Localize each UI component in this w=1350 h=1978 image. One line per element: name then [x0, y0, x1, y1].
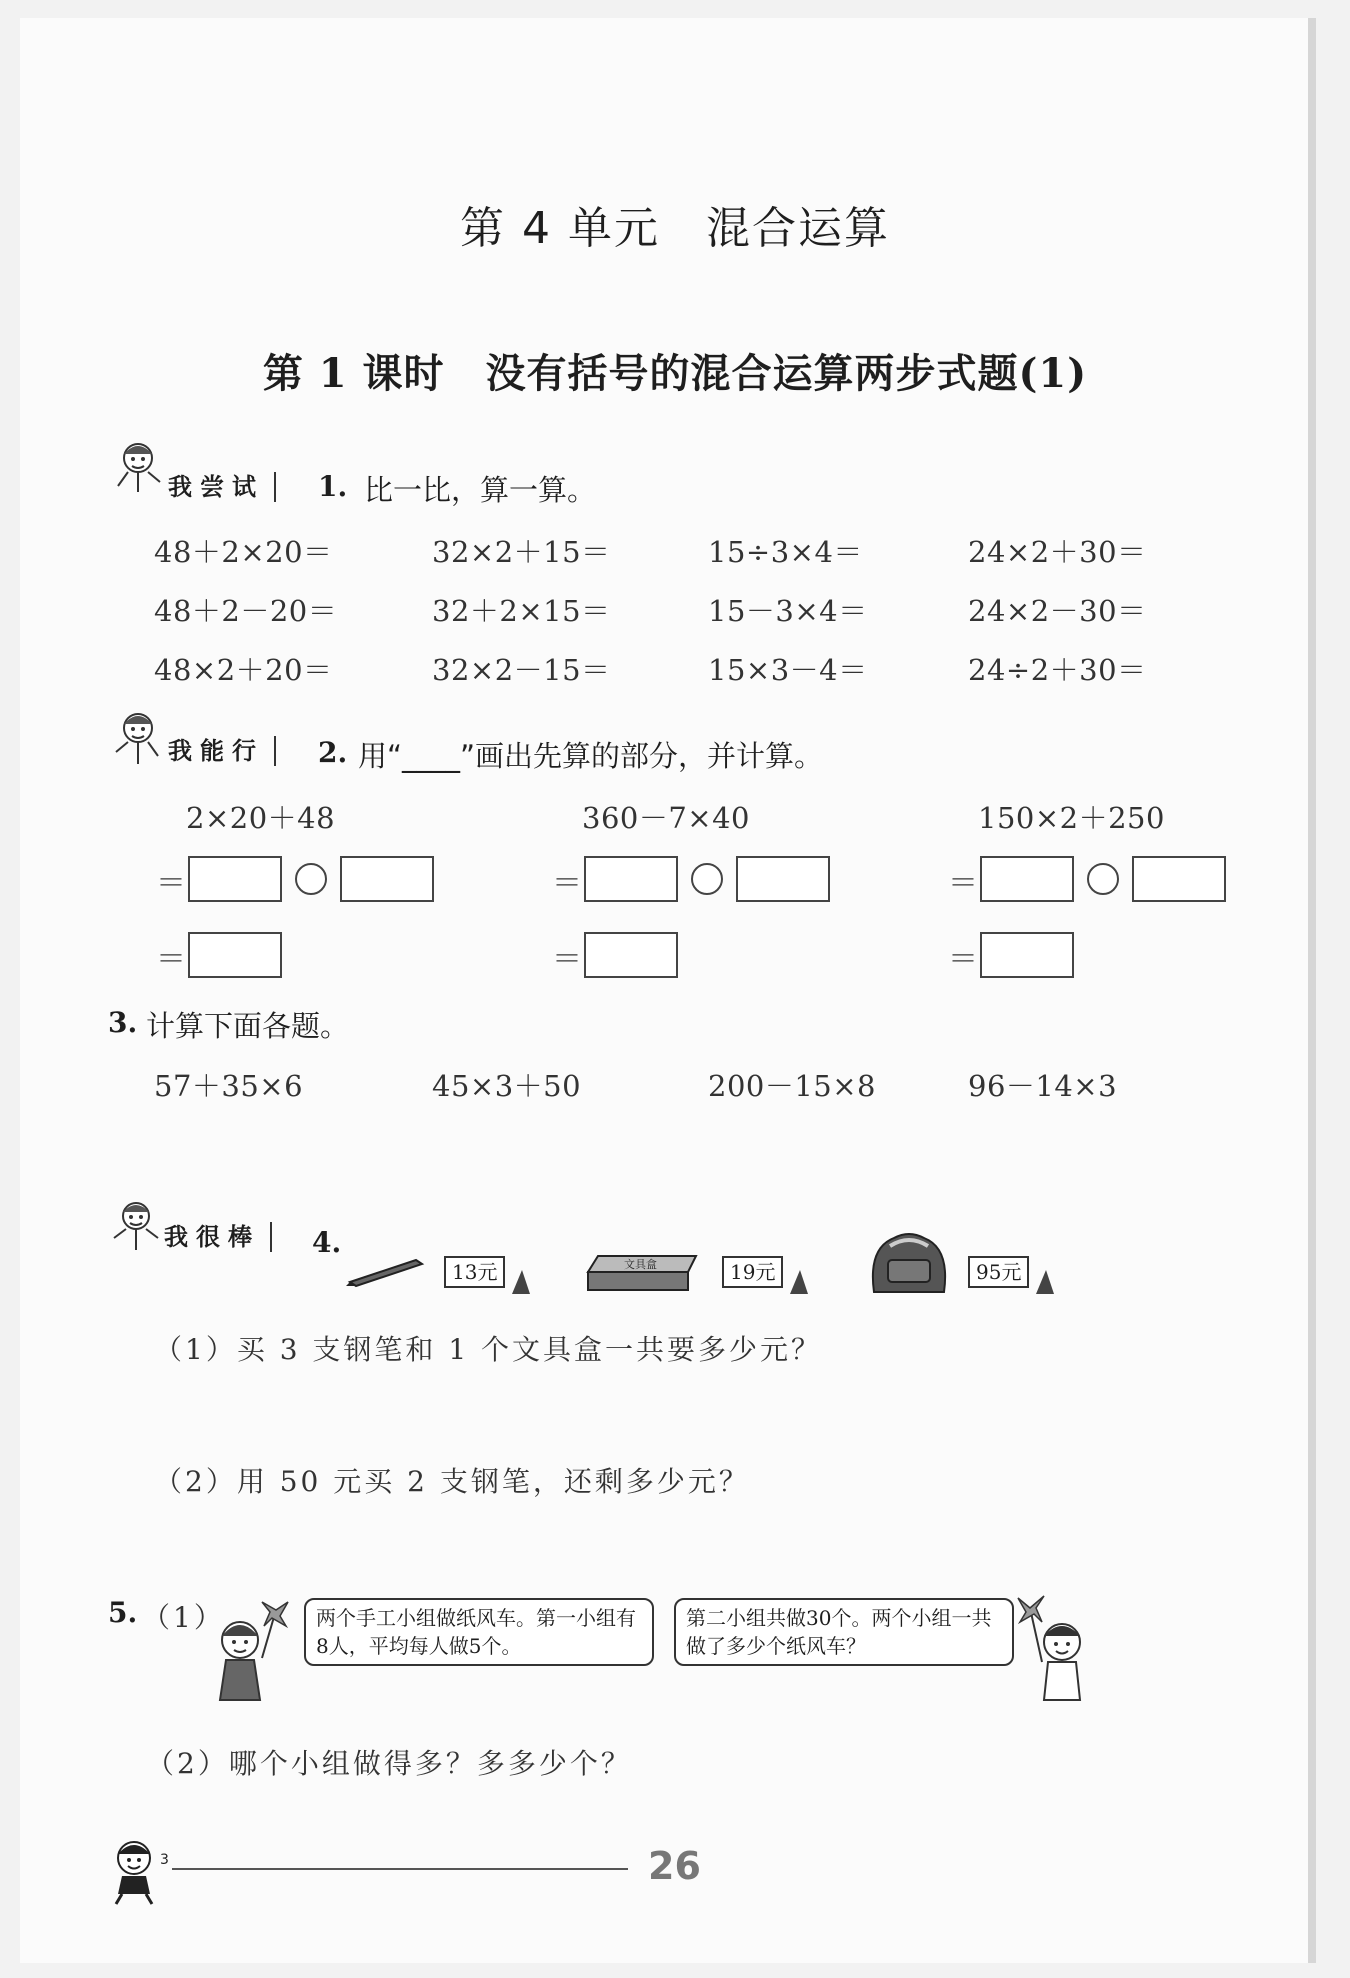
- q4-sub1: （1）买 3 支钢笔和 1 个文具盒一共要多少元？: [154, 1333, 823, 1366]
- q1-number: 1.: [318, 470, 348, 503]
- boy-with-pinwheel-icon: [1014, 1588, 1104, 1712]
- page-number: 26: [648, 1844, 701, 1888]
- q4-number: 4.: [312, 1226, 342, 1259]
- q3-expr: 96－14×3: [968, 1069, 1118, 1103]
- q3-expr: 45×3＋50: [432, 1069, 582, 1103]
- section-tag-can: 我能行: [168, 736, 276, 766]
- q2-title: 用“____”画出先算的部分，并计算。: [358, 739, 824, 773]
- footer-mascot-mark: 3: [160, 1852, 169, 1868]
- girl-mascot-icon: [108, 1196, 164, 1256]
- equals-sign: ＝: [948, 942, 978, 977]
- girl-mascot-icon: [108, 708, 168, 770]
- q3-title: 计算下面各题。: [146, 1009, 350, 1043]
- pen-icon: [346, 1254, 426, 1288]
- operator-circle[interactable]: [691, 863, 723, 895]
- q1-expr: 24×2＋30＝: [968, 535, 1147, 569]
- girl-mascot-icon: [108, 438, 168, 500]
- answer-box[interactable]: [188, 932, 282, 978]
- operator-circle[interactable]: [295, 863, 327, 895]
- q3-number: 3.: [108, 1006, 138, 1039]
- q2-number: 2.: [318, 736, 348, 769]
- price-tag-stand-icon: [1036, 1268, 1056, 1296]
- pencil-box-label: 文具盒: [624, 1258, 657, 1271]
- q2-expr: 150×2＋250: [978, 801, 1165, 835]
- q1-title: 比一比，算一算。: [364, 473, 597, 507]
- price-tag-stand-icon: [512, 1268, 532, 1296]
- q5-part1: （1）: [142, 1601, 225, 1634]
- q4-sub2: （2）用 50 元买 2 支钢笔，还剩多少元？: [154, 1465, 750, 1498]
- section-tag-great: 我很棒: [164, 1222, 272, 1252]
- q1-expr: 48＋2－20＝: [154, 594, 338, 628]
- answer-box[interactable]: [584, 856, 678, 902]
- q1-expr: 15×3－4＝: [708, 653, 868, 687]
- backpack-icon: [864, 1228, 954, 1300]
- answer-box[interactable]: [188, 856, 282, 902]
- price-tag-stand-icon: [790, 1268, 810, 1296]
- q1-expr: 15－3×4＝: [708, 594, 868, 628]
- q1-expr: 32×2＋15＝: [432, 535, 611, 569]
- speech-bubble: 第二小组共做30个。两个小组一共做了多少个纸风车？: [674, 1598, 1014, 1666]
- price-tag: 13元: [444, 1256, 505, 1288]
- q5-sub2: （2）哪个小组做得多？多多少个？: [146, 1747, 632, 1780]
- q1-expr: 48＋2×20＝: [154, 535, 333, 569]
- answer-box[interactable]: [736, 856, 830, 902]
- q2-expr: 2×20＋48: [186, 801, 336, 835]
- lesson-title: 第 1 课时 没有括号的混合运算两步式题(1): [262, 350, 1088, 397]
- equals-sign: ＝: [156, 866, 186, 901]
- page-edge: [1308, 18, 1316, 1963]
- footer-rule: [172, 1868, 628, 1870]
- q1-expr: 24×2－30＝: [968, 594, 1147, 628]
- section-tag-try: 我尝试: [168, 472, 276, 502]
- q2-expr: 360－7×40: [582, 801, 751, 835]
- q3-expr: 57＋35×6: [154, 1069, 304, 1103]
- answer-box[interactable]: [340, 856, 434, 902]
- q1-expr: 15÷3×4＝: [708, 535, 863, 569]
- q1-expr: 32×2－15＝: [432, 653, 611, 687]
- equals-sign: ＝: [552, 866, 582, 901]
- pencil-box-icon: [584, 1252, 700, 1294]
- answer-box[interactable]: [980, 856, 1074, 902]
- q3-expr: 200－15×8: [708, 1069, 877, 1103]
- q1-expr: 32＋2×15＝: [432, 594, 611, 628]
- equals-sign: ＝: [552, 942, 582, 977]
- answer-box[interactable]: [1132, 856, 1226, 902]
- footer-mascot-icon: [106, 1836, 168, 1908]
- q1-expr: 24÷2＋30＝: [968, 653, 1147, 687]
- q5-number: 5.: [108, 1596, 138, 1629]
- price-tag: 95元: [968, 1256, 1029, 1288]
- unit-title: 第 4 单元 混合运算: [460, 203, 890, 254]
- answer-box[interactable]: [584, 932, 678, 978]
- equals-sign: ＝: [948, 866, 978, 901]
- operator-circle[interactable]: [1087, 863, 1119, 895]
- price-tag: 19元: [722, 1256, 783, 1288]
- q1-expr: 48×2＋20＝: [154, 653, 333, 687]
- answer-box[interactable]: [980, 932, 1074, 978]
- girl-with-pinwheel-icon: [200, 1596, 290, 1714]
- speech-bubble: 两个手工小组做纸风车。第一小组有8人，平均每人做5个。: [304, 1598, 654, 1666]
- equals-sign: ＝: [156, 942, 186, 977]
